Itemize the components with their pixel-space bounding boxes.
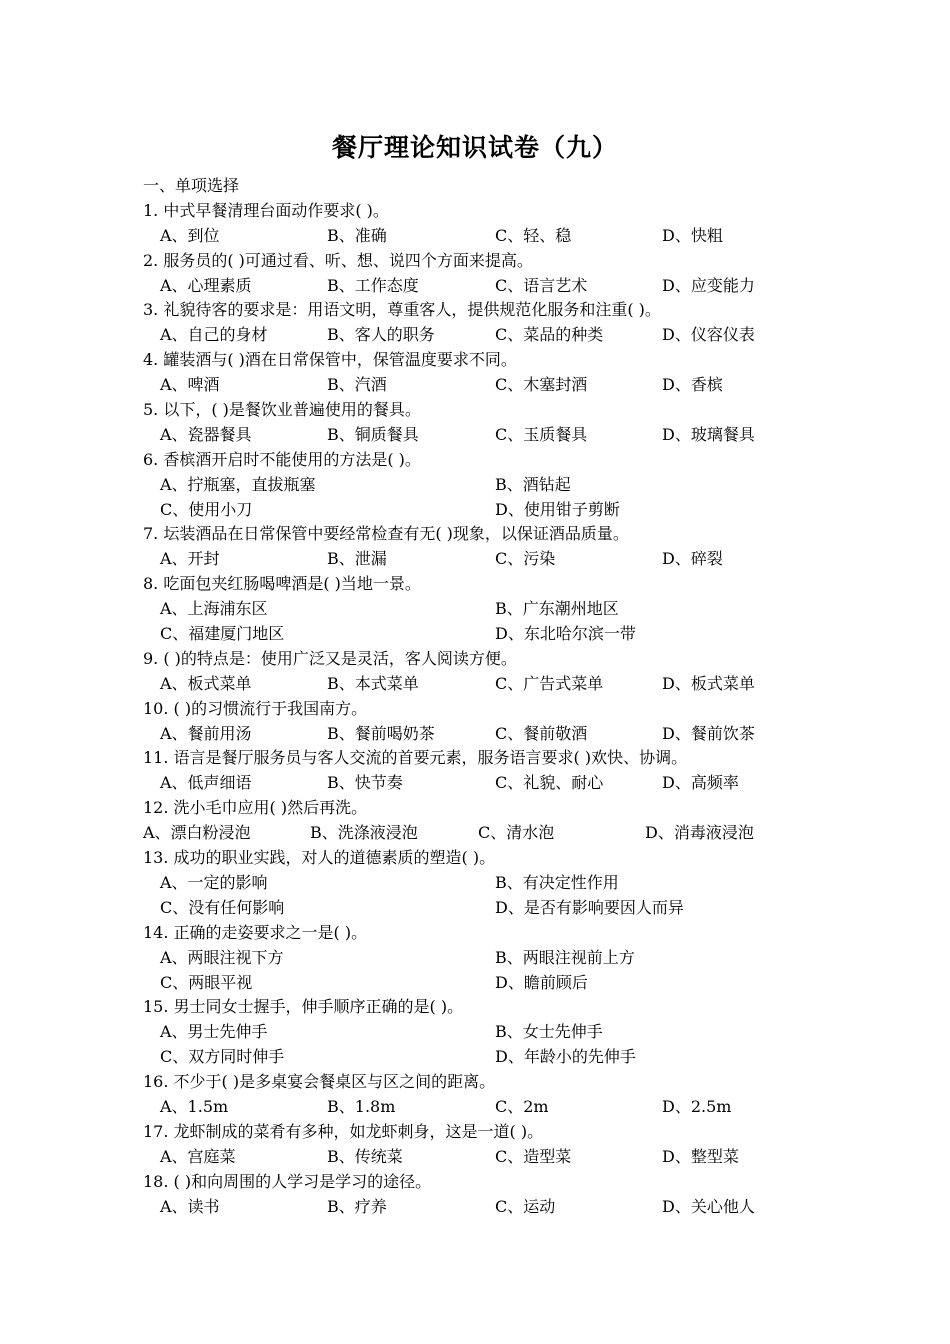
options-row (143, 1045, 803, 1070)
answer-option: C、两眼平视 (160, 972, 253, 992)
options-row (143, 547, 803, 572)
answer-option: B、两眼注视前上方 (495, 947, 635, 967)
question-text: 10. ( )的习惯流行于我国南方。 (143, 698, 368, 718)
answer-option: C、污染 (495, 549, 556, 569)
options-row (143, 597, 803, 622)
question-list (143, 174, 803, 1219)
question-text: 1. 中式早餐清理台面动作要求( )。 (143, 200, 389, 220)
answer-option: C、双方同时伸手 (160, 1047, 285, 1067)
answer-option: C、菜品的种类 (495, 325, 604, 345)
answer-option: C、礼貌、耐心 (495, 773, 604, 793)
answer-option: D、2.5m (662, 1096, 732, 1116)
options-row (143, 896, 803, 921)
question-text: 8. 吃面包夹红肠喝啤酒是( )当地一景。 (143, 574, 421, 594)
answer-option: C、木塞封酒 (495, 375, 588, 395)
page-title: 餐厅理论知识试卷（九） (331, 133, 618, 162)
answer-option: A、自己的身材 (160, 325, 268, 345)
answer-option: B、工作态度 (327, 275, 419, 295)
answer-option: C、福建厦门地区 (160, 624, 285, 644)
answer-option: C、造型菜 (495, 1146, 572, 1166)
answer-option: D、年龄小的先伸手 (495, 1047, 636, 1067)
options-row (143, 821, 803, 846)
question-text: 4. 罐装酒与( )酒在日常保管中，保管温度要求不同。 (143, 350, 517, 370)
answer-option: D、消毒液浸泡 (645, 823, 754, 843)
answer-option: A、一定的影响 (160, 872, 268, 892)
answer-option: D、香槟 (662, 375, 723, 395)
answer-option: B、女士先伸手 (495, 1022, 603, 1042)
answer-option: C、使用小刀 (160, 499, 253, 519)
answer-option: B、洗涤液浸泡 (310, 823, 418, 843)
answer-option: A、到位 (160, 225, 220, 245)
answer-option: D、高频率 (662, 773, 739, 793)
answer-option: A、读书 (160, 1196, 220, 1216)
answer-option: A、瓷器餐具 (160, 424, 252, 444)
question-text: 7. 坛装酒品在日常保管中要经常检查有无( )现象，以保证酒品质量。 (143, 524, 629, 544)
question-text: 9. ( )的特点是：使用广泛又是灵活，客人阅读方便。 (143, 648, 517, 668)
answer-option: D、瞻前顾后 (495, 972, 588, 992)
question-text: 11. 语言是餐厅服务员与客人交流的首要元素，服务语言要求( )欢快、协调。 (143, 748, 688, 768)
answer-option: B、铜质餐具 (327, 424, 419, 444)
answer-option: C、没有任何影响 (160, 897, 285, 917)
answer-option: A、板式菜单 (160, 673, 252, 693)
options-row (143, 722, 803, 747)
answer-option: A、1.5m (160, 1096, 229, 1116)
answer-option: B、酒钻起 (495, 474, 571, 494)
answer-option: C、清水泡 (478, 823, 555, 843)
answer-option: D、碎裂 (662, 549, 723, 569)
answer-option: D、玻璃餐具 (662, 424, 755, 444)
answer-option: D、仪容仪表 (662, 325, 755, 345)
answer-option: B、广东潮州地区 (495, 599, 619, 619)
options-row (143, 946, 803, 971)
answer-option: D、是否有影响要因人而异 (495, 897, 684, 917)
answer-option: B、快节奏 (327, 773, 403, 793)
options-row (143, 498, 803, 523)
answer-option: D、应变能力 (662, 275, 755, 295)
options-row (143, 373, 803, 398)
question-text: 12. 洗小毛巾应用( )然后再洗。 (143, 798, 368, 818)
answer-option: B、传统菜 (327, 1146, 403, 1166)
answer-option: C、语言艺术 (495, 275, 588, 295)
question-text: 2. 服务员的( )可通过看、听、想、说四个方面来提高。 (143, 250, 533, 270)
options-row (143, 622, 803, 647)
answer-option: B、泄漏 (327, 549, 387, 569)
answer-option: D、快粗 (662, 225, 723, 245)
answer-option: A、开封 (160, 549, 220, 569)
question-text: 16. 不少于( )是多桌宴会餐桌区与区之间的距离。 (143, 1072, 496, 1092)
answer-option: C、玉质餐具 (495, 424, 588, 444)
answer-option: A、低声细语 (160, 773, 252, 793)
options-row (143, 1195, 803, 1220)
answer-option: D、使用钳子剪断 (495, 499, 620, 519)
question-text: 3. 礼貌待客的要求是：用语文明，尊重客人，提供规范化服务和注重( )。 (143, 300, 661, 320)
question-text: 17. 龙虾制成的菜肴有多种，如龙虾刺身，这是一道( )。 (143, 1121, 544, 1141)
answer-option: A、两眼注视下方 (160, 947, 284, 967)
answer-option: A、啤酒 (160, 375, 220, 395)
answer-option: D、板式菜单 (662, 673, 755, 693)
answer-option: D、整型菜 (662, 1146, 739, 1166)
options-row (143, 323, 803, 348)
answer-option: B、客人的职务 (327, 325, 435, 345)
answer-option: A、心理素质 (160, 275, 252, 295)
question-text: 5. 以下，( )是餐饮业普遍使用的餐具。 (143, 400, 421, 420)
options-row (143, 274, 803, 299)
answer-option: B、疗养 (327, 1196, 387, 1216)
question-text: 18. ( )和向周围的人学习是学习的途径。 (143, 1171, 432, 1191)
options-row (143, 224, 803, 249)
answer-option: B、准确 (327, 225, 387, 245)
answer-option: B、1.8m (327, 1096, 396, 1116)
answer-option: A、上海浦东区 (160, 599, 268, 619)
answer-option: C、轻、稳 (495, 225, 572, 245)
answer-option: B、餐前喝奶茶 (327, 723, 435, 743)
answer-option: D、关心他人 (662, 1196, 755, 1216)
answer-option: D、东北哈尔滨一带 (495, 624, 636, 644)
section-heading: 一、单项选择 (143, 176, 240, 195)
question-text: 14. 正确的走姿要求之一是( )。 (143, 922, 368, 942)
answer-option: C、广告式菜单 (495, 673, 604, 693)
answer-option: C、餐前敬酒 (495, 723, 588, 743)
answer-option: B、汽酒 (327, 375, 387, 395)
options-row (143, 473, 803, 498)
question-text: 13. 成功的职业实践，对人的道德素质的塑造( )。 (143, 848, 496, 868)
options-row (143, 971, 803, 996)
options-row (143, 871, 803, 896)
options-row (143, 423, 803, 448)
answer-option: A、漂白粉浸泡 (143, 823, 251, 843)
question-text: 6. 香槟酒开启时不能使用的方法是( )。 (143, 449, 421, 469)
options-row (143, 672, 803, 697)
answer-option: A、宫庭菜 (160, 1146, 236, 1166)
options-row (143, 771, 803, 796)
answer-option: B、本式菜单 (327, 673, 419, 693)
answer-option: C、运动 (495, 1196, 556, 1216)
options-row (143, 1095, 803, 1120)
answer-option: B、有决定性作用 (495, 872, 619, 892)
answer-option: A、拧瓶塞，直拔瓶塞 (160, 474, 316, 494)
answer-option: D、餐前饮茶 (662, 723, 755, 743)
answer-option: A、男士先伸手 (160, 1022, 268, 1042)
answer-option: C、2m (495, 1096, 549, 1116)
options-row (143, 1020, 803, 1045)
question-text: 15. 男士同女士握手，伸手顺序正确的是( )。 (143, 997, 464, 1017)
options-row (143, 1145, 803, 1170)
answer-option: A、餐前用汤 (160, 723, 252, 743)
